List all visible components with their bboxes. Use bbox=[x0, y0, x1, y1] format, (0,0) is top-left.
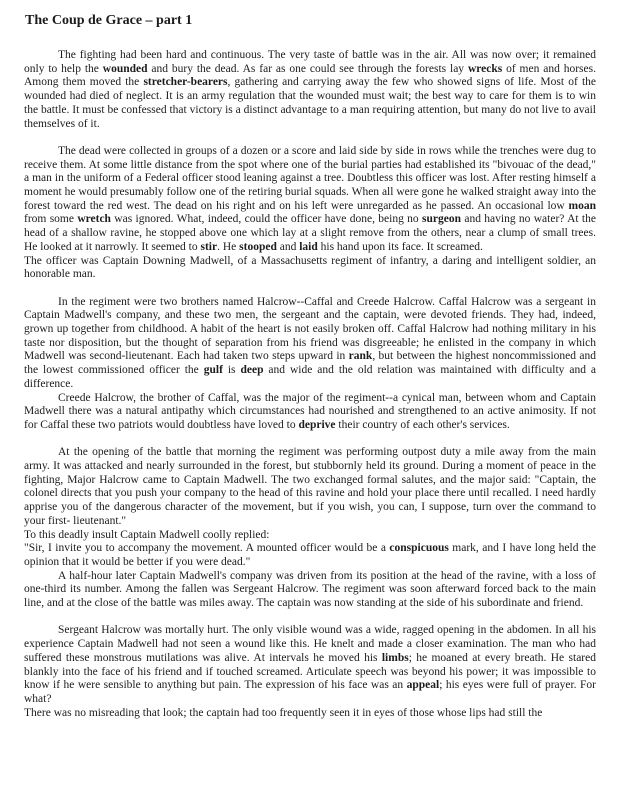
paragraph-mortally-hurt: Sergeant Halcrow was mortally hurt. The only visible wound was a wide, ragged opening in the abdomen. In all his experience Captain Madwell had not seen a wound like this. He knelt and made a closer examination. The man who had suffered these monstrous mutilations was alive. At intervals he moved his limbs; he moaned at every breath. He stared blankly into the face of his friend and if touched screamed. Articulate speech was beyond his power; it was impossible to know if he were sensible to anything but pain. The expression of his face was an appeal; his eyes were full of prayer. For what? bbox=[24, 624, 597, 705]
paragraph-two-brothers: In the regiment were two brothers named Halcrow--Caffal and Creede Halcrow. Caffal Halcrow was a sergeant in Captain Madwell's company, and these two men, the sergeant and the captain, were devoted friends. They had, indeed, grown up together from childhood. A habit of the heart is not easily broken off. Caffal Halcrow had nothing military in his taste nor disposition, but the thought of separation from his friend was disgreeable; he enlisted in the company in which Madwell was second-lieutenant. Each had taken two steps upward in rank, but between the highest noncommissioned and the lowest commissioned officer the gulf is deep and wide and the old relation was maintained with difficulty and a difference. bbox=[24, 295, 597, 390]
paragraph-officer-madwell: The officer was Captain Downing Madwell, of a Massachusetts regiment of infantry, a daring and intelligent soldier, an honorable man. bbox=[24, 254, 596, 281]
paragraph-dead-collected: The dead were collected in groups of a dozen or a score and laid side by side in rows while the trenches were dug to receive them. At some little distance from the spot where one of the burial parties had established its "bivouac of the dead," a man in the uniform of a Federal officer stood leaning against a tree. Doubtless this officer was lost. After resting himself a moment he would presumably follow one of the retiring burial squads. When all were gone he walked straight away into the forest toward the red west. The dead on his right and on his left were unregarded as he passed. An occasional low moan from some wretch was ignored. What, indeed, could the officer have done, being no surgeon and having no water? At the head of a shallow ravine, he stopped above one which lay at a slight remove from the others, near a clump of small trees. He looked at it narrowly. It seemed to stir. He stooped and laid his hand upon its face. It screamed. bbox=[24, 144, 596, 253]
paragraph-deadly-insult: To this deadly insult Captain Madwell coolly replied: bbox=[24, 528, 270, 541]
document-title: The Coup de Grace – part 1 bbox=[25, 13, 193, 28]
paragraph-battle-opening: At the opening of the battle that morning the regiment was performing outpost duty a mile away from the main army. It was attacked and nearly surrounded in the forest, but stubbornly held its ground. During a moment of peace in the fighting, Major Halcrow came to Captain Madwell. The two exchanged formal salutes, and the major said: "Captain, the colonel directs that you push your company to the head of this ravine and hold your place there until recalled. I need hardly apprise you of the dangerous character of the movement, but if you wish, you can, I suppose, turn over the command to your first- lieutenant." bbox=[24, 446, 596, 527]
paragraph-sir-reply: "Sir, I invite you to accompany the movement. A mounted officer would be a conspicuous mark, and I have long held the opinion that it would be better if you were dead." bbox=[24, 542, 596, 568]
paragraph-no-misreading: There was no misreading that look; the captain had too frequently seen it in eyes of those whose lips had still the bbox=[24, 706, 543, 719]
paragraph-creede-halcrow: Creede Halcrow, the brother of Caffal, was the major of the regiment--a cynical man, between whom and Captain Madwell there was a natural antipathy which circumstances had nourished and strengthened to an active animosity. If not for Caffal these two patriots would doubtless have loved to deprive their country of each other's services. bbox=[24, 391, 596, 431]
paragraph-half-hour-later: A half-hour later Captain Madwell's company was driven from its position at the head of the ravine, with a loss of one-third its number. Among the fallen was Sergeant Halcrow. The regiment was soon afterward forced back to the main line, and at the close of the battle was miles away. The captain was now standing at the side of his subordinate and friend. bbox=[24, 569, 596, 610]
paragraph-fighting-over: The fighting had been hard and continuous. The very taste of battle was in the air. All was now over; it remained only to help the wounded and bury the dead. As far as one could see through the forests lay wrecks of men and horses. Among them moved the stretcher-bearers, gathering and carrying away the few who showed signs of life. Most of the wounded had died of neglect. It is an army regulation that the wounded must wait; the best way to care for them is to win the battle. It must be confessed that victory is a distinct advantage to a man requiring attention, but many do not live to avail themselves of it. bbox=[24, 49, 596, 130]
